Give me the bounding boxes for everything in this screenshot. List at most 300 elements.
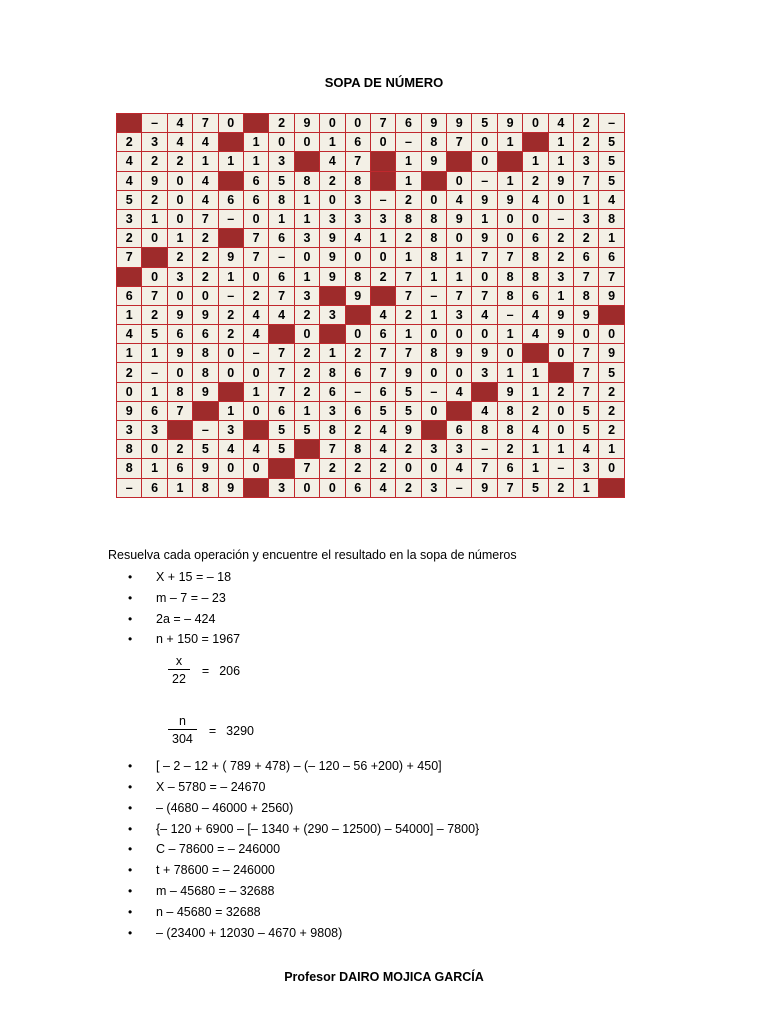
grid-cell-blocked	[421, 421, 446, 440]
grid-cell: 9	[320, 267, 345, 286]
grid-cell: 8	[345, 440, 370, 459]
grid-cell: 8	[497, 267, 522, 286]
bullet-icon: •	[128, 863, 133, 878]
grid-cell: –	[447, 478, 472, 497]
grid-cell: 0	[497, 209, 522, 228]
grid-row	[117, 440, 625, 459]
grid-cell: 5	[523, 478, 548, 497]
grid-cell: 1	[396, 171, 421, 190]
grid-cell: 4	[193, 190, 218, 209]
grid-cell-blocked	[370, 152, 395, 171]
grid-cell: 4	[523, 421, 548, 440]
grid-cell: 2	[218, 305, 243, 324]
grid-cell: 7	[396, 344, 421, 363]
grid-cell: 0	[345, 248, 370, 267]
grid-cell: 2	[345, 421, 370, 440]
grid-cell: 7	[497, 248, 522, 267]
grid-cell: 1	[167, 229, 192, 248]
grid-cell: 1	[599, 440, 624, 459]
grid-cell: 7	[117, 248, 142, 267]
grid-row	[117, 344, 625, 363]
grid-cell: 8	[421, 133, 446, 152]
grid-cell: 0	[218, 114, 243, 133]
bullet-icon: •	[128, 800, 133, 815]
grid-cell: 7	[269, 286, 294, 305]
grid-cell-blocked	[320, 325, 345, 344]
grid-cell: 2	[117, 229, 142, 248]
grid-cell: 8	[193, 363, 218, 382]
number-search-grid	[116, 113, 625, 498]
grid-cell: 6	[523, 229, 548, 248]
grid-cell: 2	[396, 229, 421, 248]
grid-cell: –	[599, 114, 624, 133]
grid-cell: 0	[243, 209, 268, 228]
grid-cell: 3	[320, 305, 345, 324]
grid-cell: 1	[142, 382, 167, 401]
grid-cell: 2	[523, 171, 548, 190]
grid-cell: 5	[269, 421, 294, 440]
grid-cell: 1	[294, 209, 319, 228]
grid-cell: 3	[345, 190, 370, 209]
grid-cell: 4	[447, 382, 472, 401]
grid-cell: 1	[421, 267, 446, 286]
grid-cell: 0	[497, 229, 522, 248]
grid-cell: 3	[472, 363, 497, 382]
grid-cell: 0	[523, 209, 548, 228]
grid-cell: 3	[574, 152, 599, 171]
bullet-icon: •	[128, 883, 133, 898]
grid-cell: 5	[269, 171, 294, 190]
grid-cell: 7	[370, 114, 395, 133]
grid-cell: 4	[370, 305, 395, 324]
grid-cell: 1	[320, 344, 345, 363]
grid-row	[117, 248, 625, 267]
grid-cell: 1	[497, 171, 522, 190]
grid-cell: 6	[117, 286, 142, 305]
grid-cell: 3	[117, 421, 142, 440]
grid-cell: 1	[396, 152, 421, 171]
grid-row	[117, 325, 625, 344]
grid-cell: 0	[523, 114, 548, 133]
grid-cell: 0	[218, 459, 243, 478]
operation-item	[128, 570, 688, 591]
grid-cell: 7	[269, 382, 294, 401]
fraction-denominator: 22	[168, 669, 190, 688]
grid-cell: 0	[599, 325, 624, 344]
grid-cell: 3	[294, 229, 319, 248]
grid-cell: –	[345, 382, 370, 401]
grid-cell: 9	[320, 248, 345, 267]
grid-cell: 0	[599, 459, 624, 478]
grid-cell: 7	[396, 267, 421, 286]
grid-cell: 1	[548, 440, 573, 459]
grid-row	[117, 421, 625, 440]
equals-sign: =	[201, 663, 210, 678]
grid-cell: 1	[193, 152, 218, 171]
grid-cell: 9	[396, 363, 421, 382]
operation-text: X – 5780 = – 24670	[156, 779, 266, 794]
grid-cell: 4	[345, 229, 370, 248]
grid-cell: 4	[523, 325, 548, 344]
bullet-icon: •	[128, 759, 133, 774]
grid-cell: 6	[396, 114, 421, 133]
grid-cell: 7	[472, 459, 497, 478]
operation-item	[128, 632, 688, 653]
grid-cell: 6	[167, 325, 192, 344]
grid-cell: 4	[574, 440, 599, 459]
grid-cell: 0	[193, 286, 218, 305]
grid-cell: 1	[523, 382, 548, 401]
grid-cell: 8	[421, 248, 446, 267]
grid-cell: 4	[269, 305, 294, 324]
grid-cell: 6	[370, 325, 395, 344]
grid-cell: 2	[370, 267, 395, 286]
grid-cell: 7	[472, 286, 497, 305]
grid-cell: 1	[142, 209, 167, 228]
grid-cell: 1	[142, 459, 167, 478]
grid-cell-blocked	[294, 440, 319, 459]
operation-text: m – 45680 = – 32688	[156, 883, 275, 898]
operation-item	[128, 822, 688, 843]
grid-cell: 0	[447, 171, 472, 190]
grid-cell: 8	[294, 171, 319, 190]
grid-cell: 1	[548, 133, 573, 152]
grid-cell-blocked	[523, 133, 548, 152]
grid-cell: 1	[396, 325, 421, 344]
grid-row	[117, 286, 625, 305]
grid-cell: –	[548, 459, 573, 478]
grid-cell: –	[421, 382, 446, 401]
grid-cell: –	[421, 286, 446, 305]
grid-row	[117, 229, 625, 248]
grid-row	[117, 382, 625, 401]
grid-cell: –	[218, 286, 243, 305]
grid-cell: 0	[472, 267, 497, 286]
grid-cell: 7	[370, 363, 395, 382]
grid-cell: 4	[218, 440, 243, 459]
grid-cell-blocked	[294, 152, 319, 171]
grid-cell: –	[472, 440, 497, 459]
grid-cell: 2	[548, 229, 573, 248]
grid-cell: 2	[167, 440, 192, 459]
grid-cell: –	[117, 478, 142, 497]
grid-cell: 3	[574, 459, 599, 478]
grid-cell: 4	[447, 190, 472, 209]
grid-cell-blocked	[447, 152, 472, 171]
grid-cell: 9	[218, 248, 243, 267]
grid-cell: 6	[523, 286, 548, 305]
grid-cell: 0	[421, 459, 446, 478]
grid-cell: 0	[243, 267, 268, 286]
grid-cell: 2	[599, 401, 624, 420]
grid-cell: 9	[320, 229, 345, 248]
grid-cell: 8	[472, 421, 497, 440]
grid-cell: 0	[142, 267, 167, 286]
grid-cell: 5	[193, 440, 218, 459]
grid-cell: 6	[269, 401, 294, 420]
grid-cell: 2	[218, 325, 243, 344]
grid-cell: 0	[370, 133, 395, 152]
bullet-icon: •	[128, 821, 133, 836]
grid-cell: 7	[599, 267, 624, 286]
operation-item	[128, 905, 688, 926]
grid-cell: 9	[472, 229, 497, 248]
grid-cell-blocked	[243, 114, 268, 133]
grid-cell-blocked	[269, 325, 294, 344]
operation-text: t + 78600 = – 246000	[156, 863, 275, 878]
grid-cell: 0	[167, 171, 192, 190]
fraction-row	[128, 653, 688, 688]
grid-cell-blocked	[497, 152, 522, 171]
grid-cell: 8	[117, 459, 142, 478]
grid-cell: 9	[142, 171, 167, 190]
grid-cell: 9	[421, 152, 446, 171]
operation-text: [ – 2 – 12 + ( 789 + 478) – (– 120 – 56 +200) + 450]	[156, 759, 442, 774]
grid-cell: 1	[294, 267, 319, 286]
grid-cell: 1	[243, 152, 268, 171]
grid-cell: 2	[193, 229, 218, 248]
operation-text: n + 150 = 1967	[156, 632, 241, 647]
grid-cell: 4	[370, 440, 395, 459]
grid-cell: 0	[294, 133, 319, 152]
grid-cell: 6	[345, 133, 370, 152]
grid-cell: 2	[396, 478, 421, 497]
grid-cell: 2	[574, 133, 599, 152]
grid-cell: 0	[396, 459, 421, 478]
grid-cell: 8	[497, 286, 522, 305]
grid-cell: 4	[167, 133, 192, 152]
operation-item	[128, 884, 688, 905]
grid-cell: 9	[193, 305, 218, 324]
grid-cell: 0	[294, 478, 319, 497]
grid-cell: 8	[167, 382, 192, 401]
grid-cell: 4	[117, 171, 142, 190]
grid-cell: 8	[345, 171, 370, 190]
grid-cell: 0	[167, 286, 192, 305]
grid-cell: 1	[218, 152, 243, 171]
grid-cell: 1	[320, 133, 345, 152]
grid-cell: 1	[523, 363, 548, 382]
grid-cell: 6	[269, 267, 294, 286]
grid-cell: 6	[497, 459, 522, 478]
grid-cell: 9	[193, 459, 218, 478]
grid-cell: 3	[269, 478, 294, 497]
grid-cell: 9	[218, 478, 243, 497]
grid-cell: 8	[269, 190, 294, 209]
grid-cell: 8	[193, 344, 218, 363]
grid-row	[117, 114, 625, 133]
grid-cell: 6	[193, 325, 218, 344]
grid-cell: 8	[523, 267, 548, 286]
fraction	[168, 713, 197, 748]
grid-cell: 7	[243, 248, 268, 267]
grid-cell: 2	[294, 305, 319, 324]
grid-cell: 0	[218, 363, 243, 382]
grid-cell-blocked	[167, 421, 192, 440]
grid-row	[117, 267, 625, 286]
grid-cell-blocked	[421, 171, 446, 190]
grid-cell: 0	[421, 363, 446, 382]
grid-cell: 1	[447, 248, 472, 267]
grid-cell: 0	[421, 190, 446, 209]
grid-cell: 0	[574, 325, 599, 344]
grid-cell: –	[142, 114, 167, 133]
grid-cell: 0	[243, 363, 268, 382]
grid-cell: 2	[167, 152, 192, 171]
grid-cell: 2	[193, 248, 218, 267]
grid-cell: 0	[472, 133, 497, 152]
grid-cell: 7	[574, 363, 599, 382]
grid-cell: 9	[497, 114, 522, 133]
grid-cell: 4	[243, 440, 268, 459]
grid-cell: 0	[243, 459, 268, 478]
grid-cell: 0	[548, 344, 573, 363]
grid-cell-blocked	[117, 267, 142, 286]
grid-cell: 0	[320, 190, 345, 209]
grid-cell-blocked	[345, 305, 370, 324]
grid-cell: 5	[396, 401, 421, 420]
grid-cell: 9	[447, 114, 472, 133]
grid-cell: 0	[497, 344, 522, 363]
grid-cell: 6	[574, 248, 599, 267]
grid-cell: 2	[142, 152, 167, 171]
fraction-equation	[128, 653, 688, 709]
grid-cell-blocked	[269, 459, 294, 478]
grid-cell: 9	[447, 209, 472, 228]
operation-item	[128, 926, 688, 947]
grid-cell: 9	[421, 114, 446, 133]
grid-cell: 0	[472, 152, 497, 171]
grid-cell: 7	[193, 114, 218, 133]
grid-cell: 0	[243, 401, 268, 420]
grid-cell: 9	[599, 286, 624, 305]
grid-cell: 9	[497, 382, 522, 401]
grid-cell: 3	[574, 209, 599, 228]
fraction	[168, 653, 190, 688]
bullet-icon: •	[128, 590, 133, 605]
grid-cell: 0	[421, 401, 446, 420]
grid-cell: –	[218, 209, 243, 228]
grid-cell: 8	[523, 248, 548, 267]
grid-cell-blocked	[218, 229, 243, 248]
grid-cell: 2	[548, 248, 573, 267]
equals-sign: =	[208, 723, 217, 738]
grid-cell: 1	[117, 305, 142, 324]
grid-cell-blocked	[523, 344, 548, 363]
grid-cell: 0	[269, 133, 294, 152]
grid-cell: 1	[294, 190, 319, 209]
grid-cell: 7	[167, 401, 192, 420]
grid-cell: 1	[599, 229, 624, 248]
grid-cell: 1	[497, 133, 522, 152]
grid-cell: 2	[320, 459, 345, 478]
grid-cell: 7	[370, 344, 395, 363]
grid-cell: 0	[447, 363, 472, 382]
grid-cell: 3	[117, 209, 142, 228]
grid-cell: 0	[142, 440, 167, 459]
grid-cell: 2	[294, 382, 319, 401]
fraction-numerator: n	[178, 714, 186, 729]
grid-cell: 2	[294, 363, 319, 382]
grid-cell: 2	[523, 401, 548, 420]
author-footer: Profesor DAIRO MOJICA GARCÍA	[284, 970, 484, 984]
grid-cell: 0	[320, 114, 345, 133]
grid-cell: 2	[167, 248, 192, 267]
grid-cell: 8	[421, 229, 446, 248]
grid-cell: –	[497, 305, 522, 324]
grid-cell: 2	[396, 440, 421, 459]
grid-cell: 0	[294, 325, 319, 344]
grid-cell-blocked	[117, 114, 142, 133]
grid-cell: 9	[117, 401, 142, 420]
grid-cell: 1	[447, 267, 472, 286]
grid-cell: 5	[370, 401, 395, 420]
grid-cell: –	[396, 133, 421, 152]
grid-cell: 3	[269, 152, 294, 171]
grid-cell: 0	[370, 248, 395, 267]
grid-cell: 0	[142, 229, 167, 248]
grid-cell: 5	[396, 382, 421, 401]
grid-cell: 6	[599, 248, 624, 267]
grid-cell: 5	[142, 325, 167, 344]
grid-cell: 0	[167, 209, 192, 228]
grid-cell: 3	[142, 421, 167, 440]
grid-cell: 7	[142, 286, 167, 305]
grid-cell: 1	[294, 401, 319, 420]
grid-cell-blocked	[320, 286, 345, 305]
grid-cell: 0	[345, 325, 370, 344]
grid-cell-blocked	[548, 363, 573, 382]
grid-row	[117, 190, 625, 209]
grid-cell: 4	[193, 133, 218, 152]
grid-cell: 5	[294, 421, 319, 440]
grid-cell: 1	[218, 267, 243, 286]
grid-cell: 0	[421, 325, 446, 344]
operation-text: C – 78600 = – 246000	[156, 842, 281, 857]
grid-cell: 6	[320, 382, 345, 401]
grid-row	[117, 171, 625, 190]
operations-list	[128, 570, 688, 946]
grid-cell: 3	[447, 305, 472, 324]
grid-cell: 8	[320, 421, 345, 440]
grid-cell: 9	[472, 190, 497, 209]
grid-cell: 7	[574, 267, 599, 286]
grid-cell-blocked	[370, 286, 395, 305]
grid-cell: 2	[117, 363, 142, 382]
grid-cell: 8	[497, 421, 522, 440]
grid-cell: 1	[167, 478, 192, 497]
grid-cell: 4	[117, 152, 142, 171]
grid-cell: 4	[523, 190, 548, 209]
grid-cell: 5	[269, 440, 294, 459]
grid-row	[117, 401, 625, 420]
grid-cell: 6	[142, 478, 167, 497]
grid-cell: 3	[142, 133, 167, 152]
grid-cell: 2	[345, 344, 370, 363]
grid-cell: 5	[117, 190, 142, 209]
grid-cell-blocked	[218, 382, 243, 401]
grid-cell: 8	[599, 209, 624, 228]
grid-cell: 1	[574, 190, 599, 209]
operation-text: 2a = – 424	[156, 611, 216, 626]
grid-cell: 2	[497, 440, 522, 459]
grid-cell: 8	[574, 286, 599, 305]
grid-cell: 1	[497, 363, 522, 382]
grid-cell: –	[142, 363, 167, 382]
grid-cell: 6	[167, 459, 192, 478]
grid-cell: 6	[243, 190, 268, 209]
operation-item	[128, 863, 688, 884]
